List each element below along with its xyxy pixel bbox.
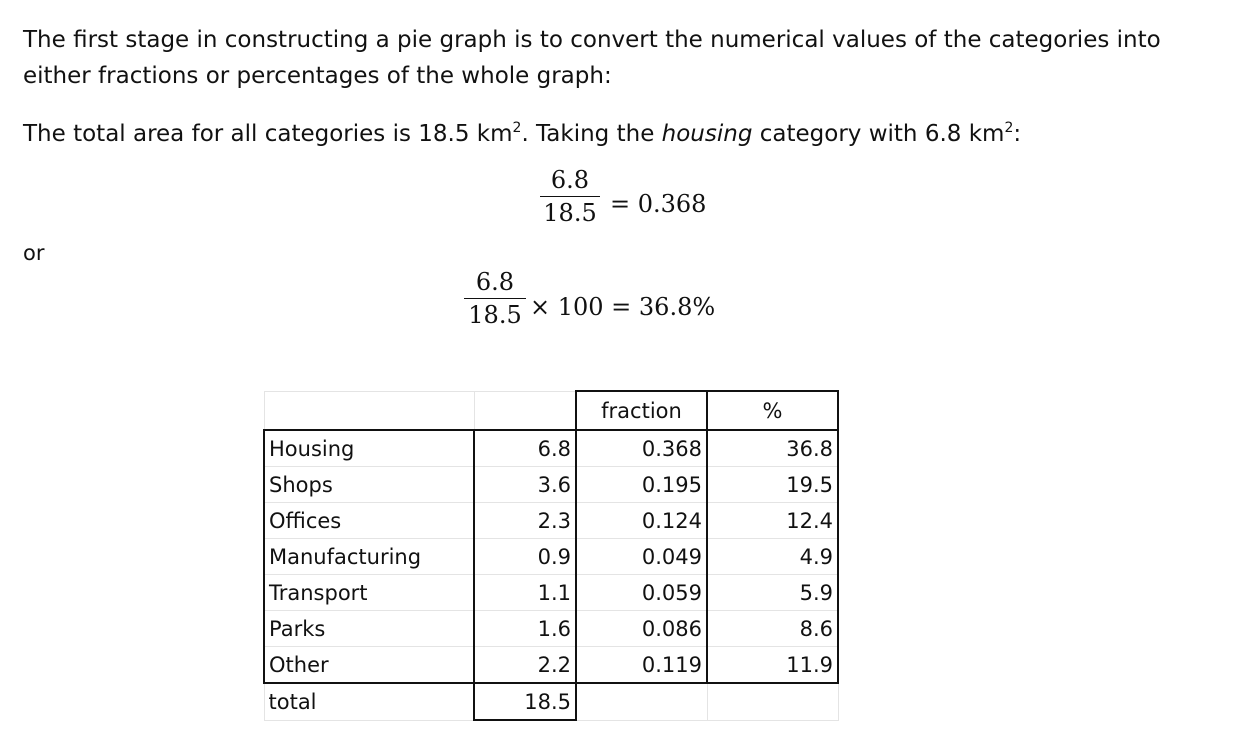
area-cell: 2.3 (474, 503, 576, 539)
sentence-part: The total area for all categories is 18.5 km (23, 121, 513, 147)
category-cell: Parks (264, 611, 474, 647)
percent-cell: 11.9 (707, 647, 838, 684)
percent-cell: 5.9 (707, 575, 838, 611)
fraction-cell: 0.119 (576, 647, 707, 684)
equation-result: × 100 = 36.8% (530, 293, 716, 321)
category-cell: Offices (264, 503, 474, 539)
fraction-cell: 0.059 (576, 575, 707, 611)
percent-header: % (707, 391, 838, 430)
empty-cell (707, 683, 838, 720)
category-cell: Shops (264, 467, 474, 503)
sentence-part: : (1013, 121, 1022, 147)
total-row (264, 683, 838, 720)
or-word: or (23, 241, 45, 265)
category-cell: Transport (264, 575, 474, 611)
fraction-cell: 0.086 (576, 611, 707, 647)
intro-paragraph: The first stage in constructing a pie graph is to convert the numerical values of the categories into either fractions or percentages of the whole graph: (23, 27, 1161, 89)
data-table (263, 390, 839, 721)
total-area-sentence (23, 116, 1021, 152)
numerator: 6.8 (475, 268, 515, 296)
fraction-cell: 0.049 (576, 539, 707, 575)
fraction-cell: 0.124 (576, 503, 707, 539)
percent-cell: 4.9 (707, 539, 838, 575)
total-area: 18.5 (474, 683, 576, 720)
total-label: total (264, 683, 474, 720)
category-cell: Other (264, 647, 474, 684)
table-row (264, 430, 838, 467)
percent-cell: 12.4 (707, 503, 838, 539)
percent-cell: 19.5 (707, 467, 838, 503)
fraction-header: fraction (576, 391, 707, 430)
equation-result: = 0.368 (610, 190, 707, 218)
area-cell: 1.1 (474, 575, 576, 611)
area-cell: 2.2 (474, 647, 576, 684)
area-cell: 0.9 (474, 539, 576, 575)
table-row (264, 539, 838, 575)
fraction-bar (464, 298, 526, 299)
header-row (264, 391, 838, 430)
housing-emphasis: housing (661, 121, 753, 147)
fraction (464, 268, 526, 329)
denominator: 18.5 (468, 301, 522, 329)
denominator: 18.5 (543, 199, 597, 227)
area-cell: 3.6 (474, 467, 576, 503)
fraction-cell: 0.195 (576, 467, 707, 503)
fraction-bar (540, 196, 600, 197)
category-cell: Manufacturing (264, 539, 474, 575)
table-row (264, 575, 838, 611)
category-cell: Housing (264, 430, 474, 467)
area-cell: 6.8 (474, 430, 576, 467)
area-cell: 1.6 (474, 611, 576, 647)
empty-cell (264, 391, 474, 430)
percent-cell: 36.8 (707, 430, 838, 467)
sentence-part: . Taking the (521, 121, 662, 147)
empty-cell (474, 391, 576, 430)
superscript: 2 (1004, 120, 1014, 136)
percent-cell: 8.6 (707, 611, 838, 647)
table-row (264, 503, 838, 539)
table-row (264, 647, 838, 684)
superscript: 2 (512, 120, 522, 136)
fraction-cell: 0.368 (576, 430, 707, 467)
sentence-part: category with 6.8 km (752, 121, 1005, 147)
empty-cell (576, 683, 707, 720)
fraction (540, 166, 600, 227)
table-row (264, 611, 838, 647)
numerator: 6.8 (550, 166, 590, 194)
table-row (264, 467, 838, 503)
